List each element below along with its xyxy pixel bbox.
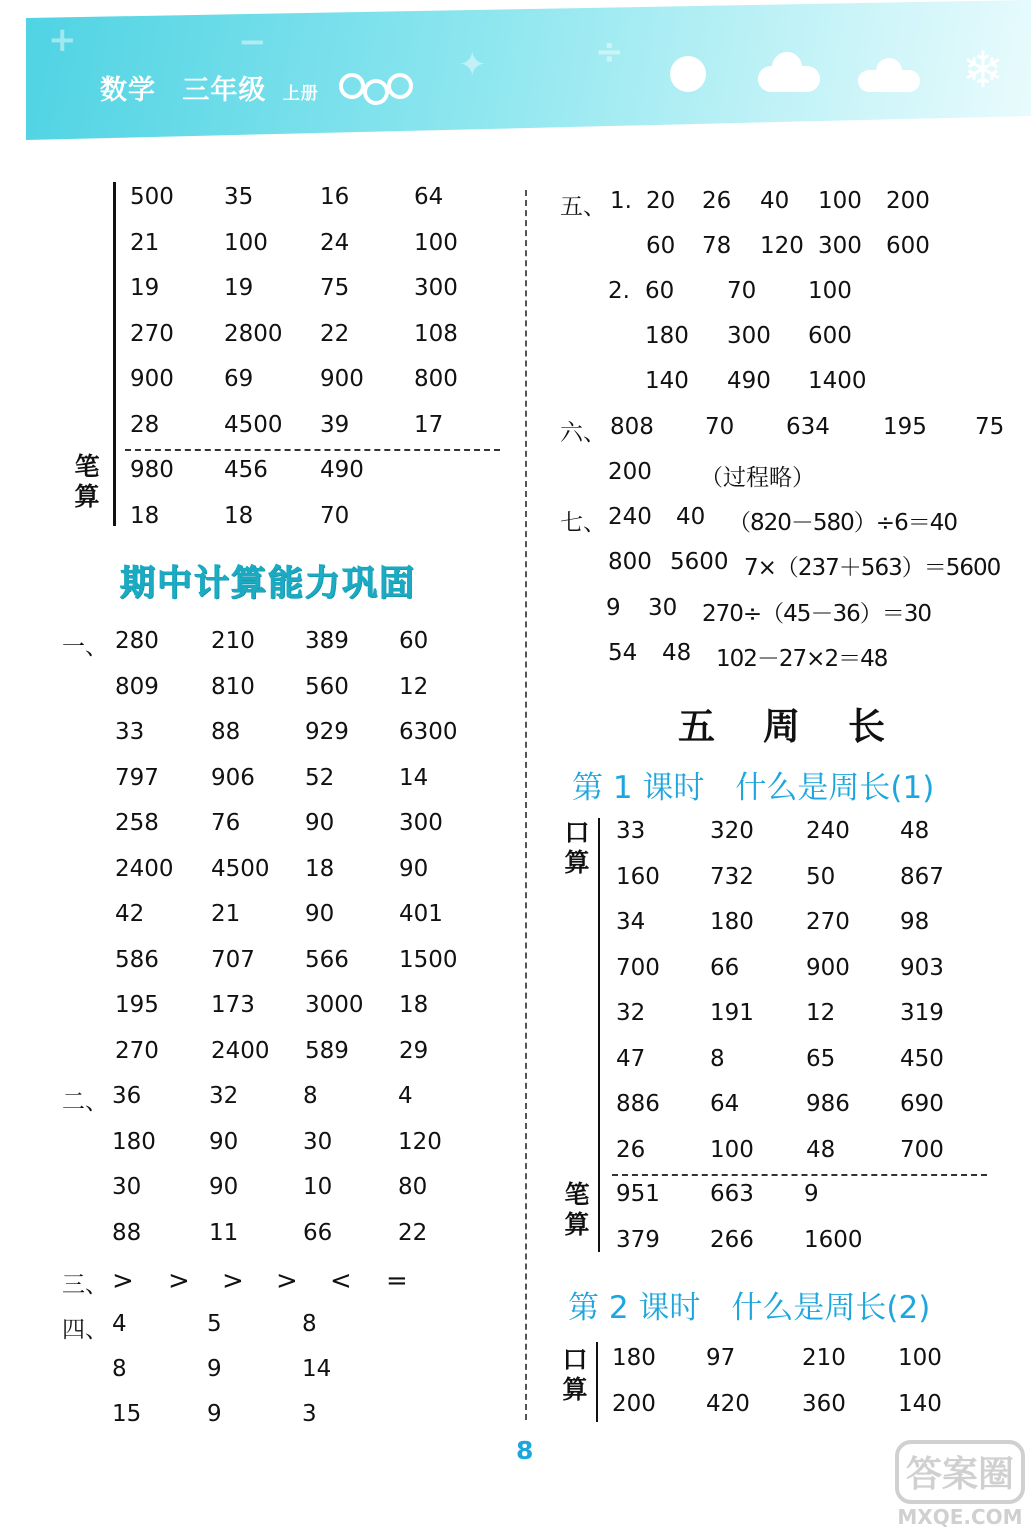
- answer-cell: 90: [305, 901, 335, 927]
- answer-cell: 18: [224, 502, 254, 529]
- answer-cell: 17: [414, 411, 444, 438]
- answer-cell: 2400: [115, 855, 174, 882]
- answer-cell: 100: [414, 229, 458, 256]
- answer-cell: 47: [616, 1045, 646, 1072]
- answer-cell: 15: [112, 1401, 142, 1427]
- equation-answer: 102－27×2＝48: [716, 645, 888, 672]
- answer-cell: 240: [608, 504, 652, 530]
- answer-cell: 80: [398, 1174, 428, 1201]
- oral-calc-label: 口 算: [562, 1345, 588, 1404]
- equation-answer: （820－580）÷6＝40: [728, 510, 957, 536]
- answer-cell: 566: [305, 946, 349, 973]
- answer-cell: 810: [211, 673, 255, 700]
- answer-cell: 64: [414, 184, 444, 210]
- comparison-symbol: >: [112, 1266, 134, 1296]
- answer-cell: 180: [710, 909, 754, 935]
- answer-cell: 173: [211, 992, 255, 1018]
- answer-cell: 40: [760, 188, 790, 214]
- answer-cell: 90: [209, 1128, 239, 1155]
- dashed-separator: [612, 1174, 987, 1176]
- answer-cell: 78: [702, 233, 732, 259]
- star-decoration: ✦: [458, 45, 487, 85]
- answer-cell: 8: [710, 1045, 725, 1072]
- answer-cell: 48: [662, 639, 692, 666]
- answer-cell: 12: [806, 1000, 836, 1026]
- written-calc-label: 笔 算: [564, 1180, 590, 1239]
- answer-cell: 30: [303, 1128, 333, 1155]
- answer-cell: 456: [224, 457, 268, 483]
- answer-cell: 300: [727, 323, 771, 349]
- answer-cell: 270: [115, 1037, 159, 1064]
- answer-cell: 22: [398, 1220, 428, 1247]
- answer-cell: 54: [608, 639, 638, 666]
- answer-cell: 195: [883, 414, 927, 440]
- q3-label: 三、: [62, 1272, 108, 1298]
- q2-label: 二、: [62, 1089, 108, 1115]
- q4-label: 四、: [62, 1317, 108, 1343]
- answer-cell: 180: [612, 1345, 656, 1371]
- answer-cell: 180: [112, 1128, 156, 1155]
- answer-cell: 60: [645, 278, 675, 304]
- answer-cell: 200: [608, 459, 652, 485]
- q6-label: 六、: [560, 420, 606, 446]
- comparison-symbol: >: [168, 1266, 190, 1296]
- comparison-symbol: =: [386, 1266, 408, 1296]
- answer-cell: 33: [616, 818, 646, 844]
- answer-cell: 76: [211, 810, 241, 836]
- answer-cell: 21: [211, 901, 241, 927]
- divide-decoration: ÷: [595, 32, 624, 72]
- answer-cell: 8: [303, 1083, 318, 1109]
- answer-cell: 120: [398, 1128, 442, 1155]
- q5-label: 五、: [560, 194, 606, 220]
- column-divider: [525, 190, 527, 1420]
- subject-label: 数学: [100, 75, 156, 106]
- answer-cell: 195: [115, 992, 159, 1018]
- answer-cell: 18: [399, 992, 429, 1018]
- answer-cell: 19: [130, 275, 160, 301]
- answer-cell: 42: [115, 901, 145, 927]
- oral-calc-label: 口 算: [564, 818, 590, 877]
- answer-cell: 100: [224, 229, 268, 256]
- minus-decoration: −: [238, 22, 267, 62]
- answer-cell: 200: [886, 188, 930, 214]
- answer-cell: 980: [130, 457, 174, 483]
- answer-cell: 160: [616, 863, 660, 890]
- equation-answer: 7×（237＋563）＝5600: [744, 555, 1001, 582]
- answer-cell: 34: [616, 909, 646, 935]
- answer-cell: 75: [975, 414, 1005, 440]
- q5-part1-label: 1.: [610, 188, 632, 214]
- lesson-1-bracket-line: [598, 818, 600, 1252]
- answer-cell: 270: [130, 320, 174, 347]
- answer-cell: 20: [646, 188, 676, 214]
- answer-cell: 5: [207, 1311, 222, 1337]
- watermark-url: MXQE.COM: [897, 1505, 1023, 1529]
- answer-cell: 32: [616, 1000, 646, 1026]
- answer-cell: 140: [898, 1390, 942, 1417]
- answer-cell: 634: [786, 414, 830, 440]
- answer-cell: 36: [112, 1083, 142, 1109]
- rings-icon: [338, 68, 420, 110]
- watermark-text: 答案圈: [905, 1454, 1015, 1495]
- answer-cell: 30: [112, 1174, 142, 1201]
- lesson-2-bracket-line: [596, 1342, 598, 1422]
- answer-cell: 70: [727, 278, 757, 304]
- answer-cell: 707: [211, 946, 255, 973]
- answer-cell: 586: [115, 946, 159, 973]
- answer-cell: 100: [818, 188, 862, 214]
- chapter-title: 五周长: [678, 705, 933, 748]
- answer-cell: 100: [898, 1345, 942, 1371]
- answer-cell: 9: [606, 594, 621, 621]
- answer-cell: 3000: [305, 992, 364, 1018]
- answer-cell: 14: [399, 764, 429, 791]
- answer-cell: 200: [612, 1390, 656, 1417]
- answer-cell: 450: [900, 1045, 944, 1072]
- answer-cell: 797: [115, 764, 159, 791]
- answer-cell: 18: [305, 855, 335, 882]
- answer-cell: 9: [207, 1401, 222, 1427]
- answer-cell: 258: [115, 810, 159, 836]
- q5-part2-label: 2.: [608, 278, 630, 304]
- answer-cell: 9: [207, 1356, 222, 1382]
- answer-cell: 2400: [211, 1037, 270, 1064]
- answer-cell: 560: [305, 673, 349, 700]
- answer-cell: 88: [211, 719, 241, 745]
- answer-cell: 906: [211, 764, 255, 791]
- sun-icon: [670, 56, 706, 92]
- answer-cell: 11: [209, 1220, 239, 1247]
- dashed-separator: [125, 449, 500, 451]
- answer-cell: 929: [305, 719, 349, 745]
- answer-cell: 52: [305, 764, 335, 791]
- answer-cell: 300: [818, 233, 862, 259]
- volume-label: 上册: [282, 84, 319, 104]
- answer-cell: 809: [115, 673, 159, 700]
- answer-cell: 600: [808, 323, 852, 349]
- answer-cell: 3: [302, 1401, 317, 1427]
- answer-cell: 240: [806, 818, 850, 844]
- answer-cell: 97: [706, 1345, 736, 1371]
- answer-cell: 5600: [670, 549, 729, 576]
- answer-cell: 26: [616, 1136, 646, 1163]
- answer-cell: 389: [305, 628, 349, 654]
- comparison-symbol: >: [276, 1266, 298, 1296]
- answer-cell: 100: [808, 278, 852, 304]
- answer-cell: 732: [710, 863, 754, 890]
- answer-cell: 32: [209, 1083, 239, 1109]
- written-calc-label: 笔 算: [74, 452, 100, 511]
- answer-cell: 35: [224, 184, 254, 210]
- answer-cell: 60: [399, 628, 429, 654]
- answer-cell: 28: [130, 411, 160, 438]
- grade-label: 三年级: [182, 75, 267, 106]
- answer-cell: 300: [414, 275, 458, 301]
- answer-cell: 800: [414, 366, 458, 392]
- answer-cell: 270: [806, 909, 850, 935]
- answer-cell: 700: [616, 954, 660, 981]
- answer-cell: 33: [115, 719, 145, 745]
- answer-cell: 90: [209, 1174, 239, 1201]
- answer-cell: 19: [224, 275, 254, 301]
- answer-cell: 64: [710, 1091, 740, 1117]
- answer-cell: 4: [398, 1083, 413, 1109]
- answer-cell: 490: [320, 457, 364, 483]
- answer-cell: 700: [900, 1136, 944, 1163]
- cloud-icon: [858, 58, 920, 94]
- answer-cell: 589: [305, 1037, 349, 1064]
- answer-cell: 90: [305, 810, 335, 836]
- answer-cell: 22: [320, 320, 350, 347]
- q7-label: 七、: [560, 510, 606, 536]
- header-title: [100, 68, 319, 107]
- answer-cell: 140: [645, 368, 689, 394]
- answer-cell: 280: [115, 628, 159, 654]
- calc-bracket-line: [113, 182, 116, 526]
- answer-cell: 21: [130, 229, 160, 256]
- lesson-2-title: 第 2 课时 什么是周长(2): [568, 1290, 931, 1326]
- answer-cell: 40: [676, 504, 706, 530]
- answer-cell: 319: [900, 1000, 944, 1026]
- answer-cell: 50: [806, 863, 836, 890]
- answer-cell: 490: [727, 368, 771, 394]
- answer-cell: 1600: [804, 1226, 863, 1253]
- answer-cell: 66: [710, 954, 740, 981]
- answer-cell: 29: [399, 1037, 429, 1064]
- answer-cell: 88: [112, 1220, 142, 1247]
- answer-cell: 320: [710, 818, 754, 844]
- lesson-1-title: 第 1 课时 什么是周长(1): [572, 770, 935, 806]
- answer-cell: 10: [303, 1174, 333, 1201]
- answer-cell: 900: [320, 366, 364, 392]
- answer-cell: 4: [112, 1311, 127, 1337]
- answer-cell: 65: [806, 1045, 836, 1072]
- answer-cell: 1400: [808, 368, 867, 394]
- comparison-symbol: >: [222, 1266, 244, 1296]
- answer-cell: 600: [886, 233, 930, 259]
- answer-cell: 48: [806, 1136, 836, 1163]
- answer-cell: 18: [130, 502, 160, 529]
- answer-cell: 1500: [399, 946, 458, 973]
- equation-answer: 270÷（45－36）＝30: [702, 600, 931, 627]
- answer-cell: 690: [900, 1091, 944, 1117]
- answer-cell: 60: [646, 233, 676, 259]
- answer-cell: 100: [710, 1136, 754, 1163]
- answer-cell: 886: [616, 1091, 660, 1117]
- answer-cell: 48: [900, 818, 930, 844]
- plus-decoration: +: [48, 20, 77, 60]
- section-title: 期中计算能力巩固: [120, 564, 417, 604]
- answer-cell: 379: [616, 1226, 660, 1253]
- answer-cell: 900: [130, 366, 174, 392]
- answer-cell: 191: [710, 1000, 754, 1026]
- answer-cell: 24: [320, 229, 350, 256]
- answer-cell: 16: [320, 184, 350, 210]
- answer-cell: 75: [320, 275, 350, 301]
- answer-cell: 2800: [224, 320, 283, 347]
- answer-cell: 867: [900, 863, 944, 890]
- answer-cell: 14: [302, 1356, 332, 1382]
- answer-cell: 66: [303, 1220, 333, 1247]
- answer-cell: 30: [648, 594, 678, 621]
- answer-cell: 108: [414, 320, 458, 347]
- answer-cell: 69: [224, 366, 254, 392]
- answer-cell: 8: [112, 1356, 127, 1382]
- page-number: 8: [516, 1436, 534, 1465]
- answer-cell: 951: [616, 1181, 660, 1207]
- answer-cell: 9: [804, 1181, 819, 1207]
- answer-cell: 401: [399, 901, 443, 927]
- answer-cell: 420: [706, 1390, 750, 1417]
- answer-cell: 500: [130, 184, 174, 210]
- answer-cell: 300: [399, 810, 443, 836]
- answer-cell: 4500: [211, 855, 270, 882]
- answer-cell: 800: [608, 549, 652, 576]
- answer-cell: 986: [806, 1091, 850, 1117]
- answer-cell: 808: [610, 414, 654, 440]
- answer-cell: 120: [760, 233, 804, 259]
- answer-cell: 98: [900, 909, 930, 935]
- answer-cell: 210: [211, 628, 255, 654]
- answer-cell: 4500: [224, 411, 283, 438]
- answer-cell: 90: [399, 855, 429, 882]
- answer-cell: 900: [806, 954, 850, 981]
- answer-cell: 210: [802, 1345, 846, 1371]
- answer-cell: 266: [710, 1226, 754, 1253]
- answer-cell: 360: [802, 1390, 846, 1417]
- answer-cell: 903: [900, 954, 944, 981]
- q1-label: 一、: [62, 634, 108, 660]
- answer-cell: 663: [710, 1181, 754, 1207]
- cloud-icon: [758, 52, 820, 94]
- answer-cell: 70: [705, 414, 735, 440]
- watermark-logo: [895, 1440, 1025, 1530]
- answer-cell: 26: [702, 188, 732, 214]
- answer-cell: 8: [302, 1311, 317, 1337]
- answer-cell: 39: [320, 411, 350, 438]
- answer-cell: 70: [320, 502, 350, 529]
- comparison-symbol: <: [330, 1266, 352, 1296]
- answer-cell: 12: [399, 673, 429, 700]
- snowflake-icon: ❄: [962, 41, 1004, 99]
- answer-cell: 180: [645, 323, 689, 349]
- answer-cell: 6300: [399, 719, 458, 745]
- process-omitted-note: （过程略）: [700, 465, 815, 491]
